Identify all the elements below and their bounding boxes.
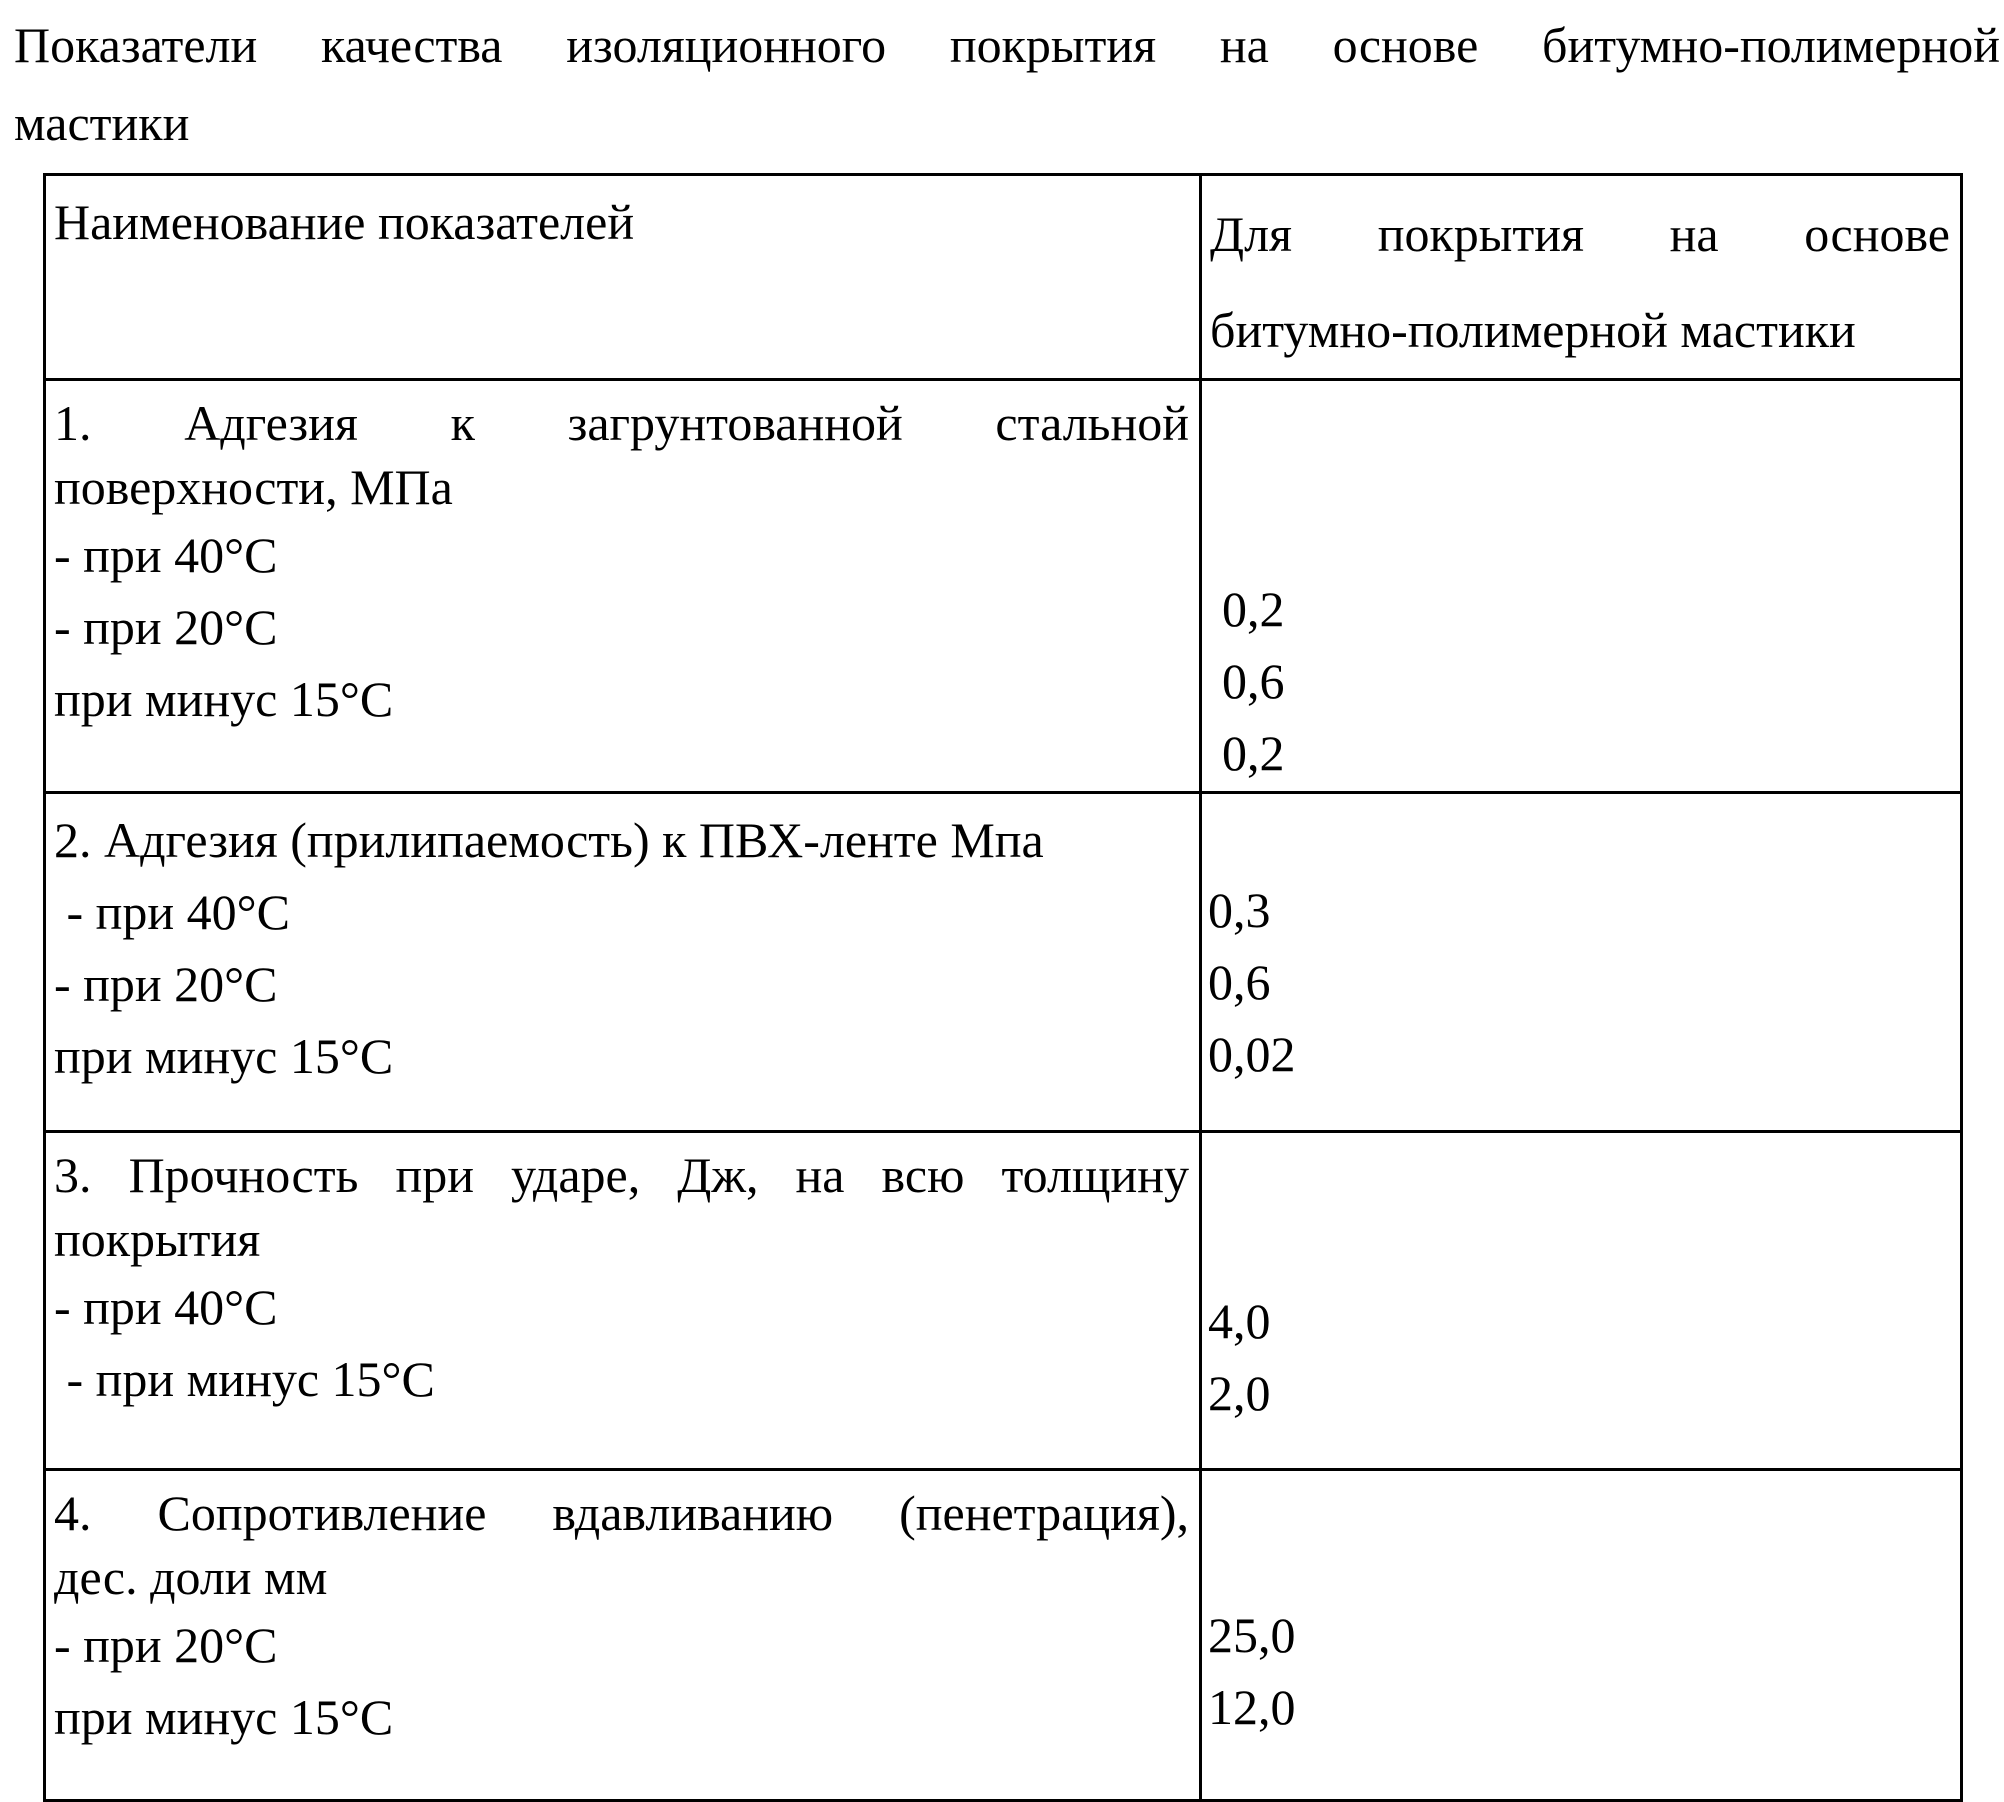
indicator-title [54, 1143, 1189, 1271]
indicator-cell [45, 1132, 1201, 1470]
indicator-title-line-1: 1. Адгезия к загрунтованной стальной [54, 395, 1189, 451]
header-cell-coating [1201, 175, 1962, 380]
document-title [14, 6, 2000, 162]
condition-label: - при 20°С [54, 1617, 278, 1673]
indicator-value: 12,0 [1208, 1679, 1296, 1735]
indicator-value: 25,0 [1208, 1607, 1296, 1663]
header-coating-label-line-1: Для покрытия на основе [1210, 206, 1950, 262]
indicator-value: 2,0 [1208, 1365, 1271, 1421]
indicator-value: 0,3 [1208, 882, 1271, 938]
indicator-cell [45, 380, 1201, 793]
indicator-value: 0,02 [1208, 1026, 1296, 1082]
indicator-value: 0,6 [1222, 653, 1285, 709]
condition-label: - при минус 15°С [54, 1351, 435, 1407]
indicator-title [54, 391, 1189, 519]
table-row [45, 1470, 1962, 1801]
header-coating-label-line-2: битумно-полимерной мастики [1210, 302, 1856, 358]
indicator-title-line-1: 3. Прочность при ударе, Дж, на всю толщину [54, 1147, 1189, 1203]
condition-label: - при 40°С [54, 1279, 278, 1335]
header-cell-indicator-name [45, 175, 1201, 380]
indicator-cell [45, 793, 1201, 1132]
header-indicator-name-label: Наименование показателей [54, 194, 635, 250]
value-cell [1201, 793, 1962, 1132]
value-cell [1201, 1470, 1962, 1801]
indicator-value: 4,0 [1208, 1293, 1271, 1349]
condition-label: - при 20°С [54, 599, 278, 655]
indicator-title: 2. Адгезия (прилипаемость) к ПВХ-ленте Мпа [54, 812, 1044, 868]
table-row [45, 1132, 1962, 1470]
condition-label: - при 40°С [54, 884, 291, 940]
condition-label: при минус 15°С [54, 1028, 394, 1084]
table-row [45, 380, 1962, 793]
condition-label: при минус 15°С [54, 671, 394, 727]
indicator-title-line-1: 4. Сопротивление вдавливанию (пенетрация), [54, 1485, 1189, 1541]
indicator-title-line-2: дес. доли мм [54, 1549, 328, 1605]
table-row [45, 793, 1962, 1132]
indicator-cell [45, 1470, 1201, 1801]
value-cell [1201, 1132, 1962, 1470]
indicator-value: 0,2 [1222, 725, 1285, 781]
indicator-value: 0,6 [1208, 954, 1271, 1010]
indicator-value: 0,2 [1222, 581, 1285, 637]
indicator-title-line-2: поверхности, МПа [54, 459, 453, 515]
quality-indicators-table [43, 173, 1963, 1802]
value-cell [1201, 380, 1962, 793]
condition-label: - при 20°С [54, 956, 278, 1012]
indicator-title [54, 1481, 1189, 1609]
document-title-line-1: Показатели качества изоляционного покрытия на основе битумно-полимерной [14, 17, 2000, 73]
condition-label: - при 40°С [54, 527, 278, 583]
condition-label: при минус 15°С [54, 1689, 394, 1745]
indicator-title-line-2: покрытия [54, 1211, 261, 1267]
table-header-row [45, 175, 1962, 380]
document-title-line-2: мастики [14, 95, 190, 151]
